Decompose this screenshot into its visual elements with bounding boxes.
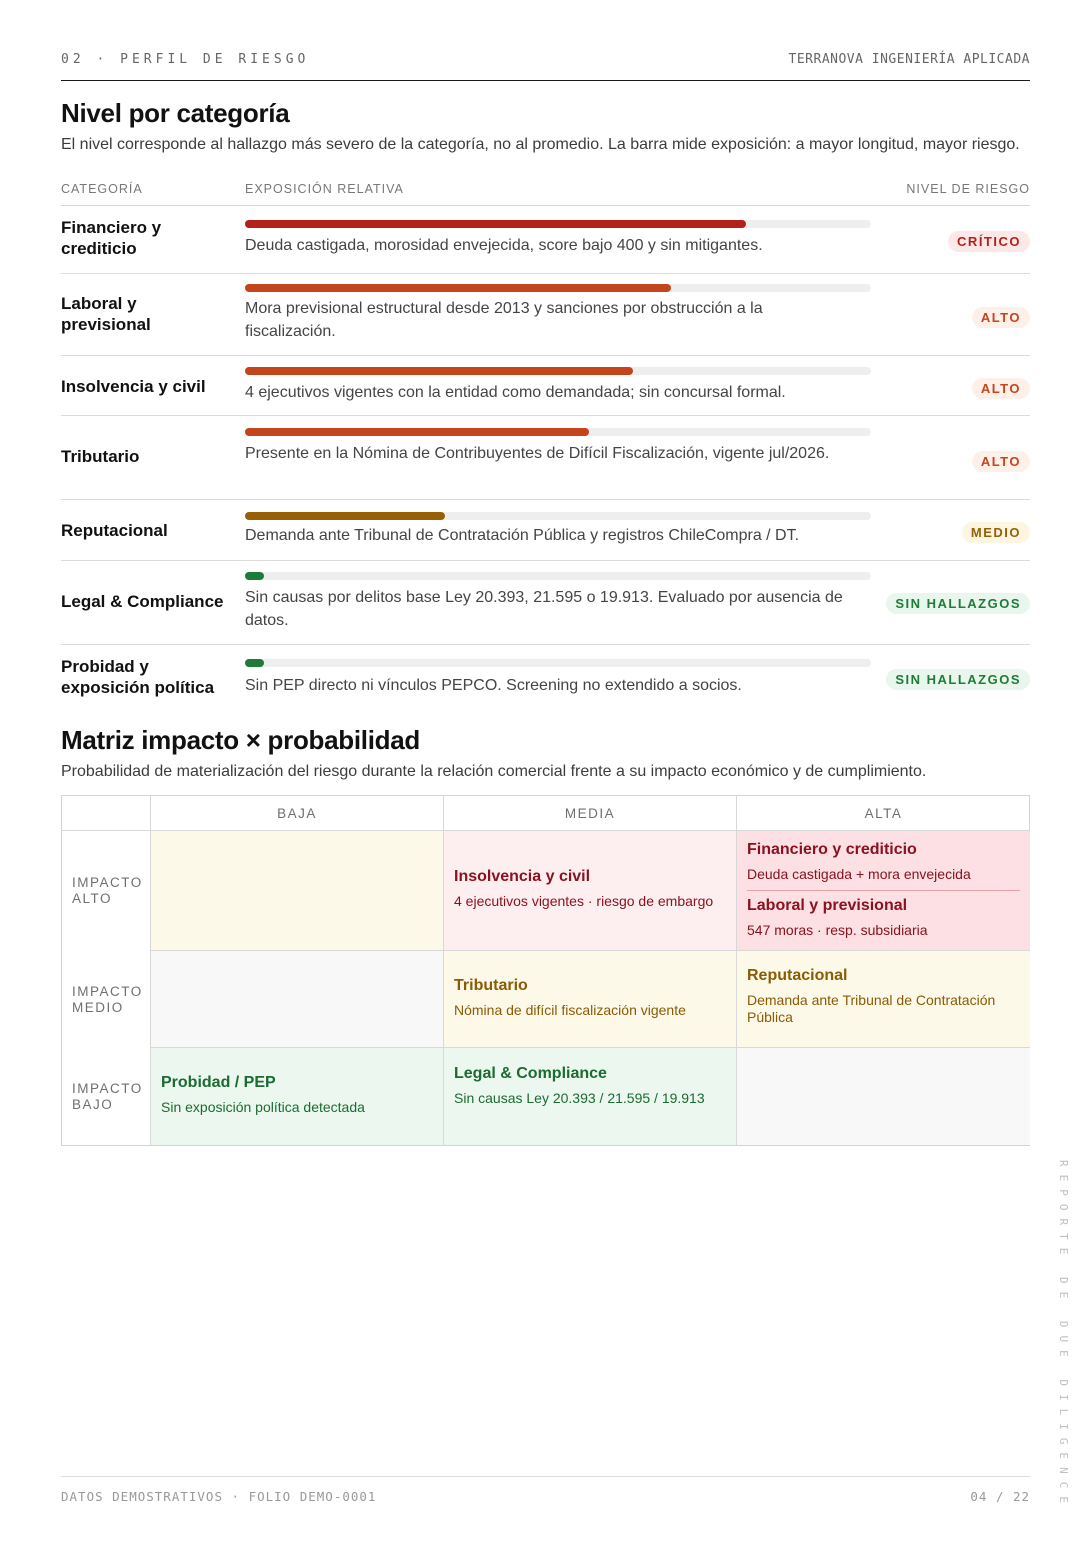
matrix-entry-title: Legal & Compliance [454, 1065, 607, 1082]
page-footer [61, 1476, 1030, 1504]
matrix-entry-detail: Nómina de difícil fiscalización vigente [454, 1002, 686, 1018]
matrix-cell-medio-baja [151, 951, 444, 1048]
exposure-bar [245, 220, 871, 228]
matrix-entry [747, 896, 1020, 939]
category-name: Laboral y previsional [61, 294, 151, 334]
category-row [61, 644, 1030, 706]
matrix-cell-medio-media [444, 951, 737, 1048]
matrix-entry-detail: Sin exposición política detectada [161, 1099, 365, 1115]
matrix-entry [747, 966, 1020, 1026]
matrix-corner [62, 796, 151, 831]
category-row [61, 355, 1030, 416]
risk-level-badge: MEDIO [962, 522, 1030, 543]
risk-level-badge: ALTO [972, 378, 1030, 399]
exposure-bar-fill [245, 428, 589, 436]
matrix-entry [454, 867, 726, 910]
matrix-entry-divider [747, 890, 1020, 891]
matrix-cell-bajo-baja [151, 1048, 444, 1145]
exposure-bar [245, 367, 871, 375]
category-row [61, 415, 1030, 500]
risk-level-badge: SIN HALLAZGOS [886, 669, 1030, 690]
category-row [61, 560, 1030, 645]
exposure-bar [245, 659, 871, 667]
matrix-cell-bajo-alta [737, 1048, 1030, 1145]
page-header [61, 52, 1030, 81]
company-name: TERRANOVA INGENIERÍA APLICADA [788, 52, 1030, 67]
category-name: Reputacional [61, 521, 168, 540]
section-intro-matrix: Probabilidad de materialización del riesgo durante la relación comercial frente a su impacto económico y de cumplimiento. [61, 763, 927, 780]
matrix-row-labels [62, 831, 151, 1145]
category-description: Presente en la Nómina de Contribuyentes de Difícil Fiscalización, vigente jul/2026. [245, 445, 830, 462]
section-title-matrix: Matriz impacto × probabilidad [61, 725, 420, 755]
matrix-row-label: IMPACTO MEDIO [72, 984, 143, 1015]
matrix-entry-title: Tributario [454, 977, 528, 994]
category-description: Mora previsional estructural desde 2013 y sanciones por obstrucción a la fiscalización. [245, 300, 763, 340]
category-row [61, 273, 1030, 356]
matrix-row-label: IMPACTO BAJO [72, 1081, 143, 1112]
category-name: Legal & Compliance [61, 592, 224, 611]
matrix-entry-detail: Deuda castigada + mora envejecida [747, 866, 971, 882]
risk-level-badge: ALTO [972, 307, 1030, 328]
page-number: 04 / 22 [970, 1489, 1030, 1504]
matrix-cell-bajo-media [444, 1048, 737, 1145]
exposure-bar [245, 428, 871, 436]
matrix-entry-title: Reputacional [747, 967, 848, 984]
column-header-exposure: EXPOSICIÓN RELATIVA [245, 182, 404, 196]
risk-level-badge: SIN HALLAZGOS [886, 593, 1030, 614]
category-row [61, 499, 1030, 561]
exposure-bar-fill [245, 284, 671, 292]
matrix-cell-alto-media [444, 831, 737, 951]
impact-probability-matrix [61, 795, 1030, 1146]
matrix-entry-title: Financiero y crediticio [747, 841, 917, 858]
exposure-bar [245, 284, 871, 292]
category-description: 4 ejecutivos vigentes con la entidad como demandada; sin concursal formal. [245, 384, 786, 401]
matrix-entry [747, 840, 1020, 883]
matrix-entry [454, 976, 726, 1019]
matrix-column-header: MEDIA [444, 796, 737, 831]
section-title-categories: Nivel por categoría [61, 98, 290, 128]
column-header-category: CATEGORÍA [61, 182, 143, 196]
exposure-bar-fill [245, 572, 264, 580]
matrix-column-header: ALTA [737, 796, 1030, 831]
risk-level-badge: ALTO [972, 451, 1030, 472]
column-header-level: NIVEL DE RIESGO [906, 182, 1030, 196]
category-name: Insolvencia y civil [61, 377, 206, 396]
footer-folio: DATOS DEMOSTRATIVOS · FOLIO DEMO-0001 [61, 1489, 377, 1504]
exposure-bar-fill [245, 512, 445, 520]
category-description: Demanda ante Tribunal de Contratación Pública y registros ChileCompra / DT. [245, 527, 800, 544]
category-description: Sin PEP directo ni vínculos PEPCO. Screening no extendido a socios. [245, 677, 742, 694]
matrix-entry-detail: Sin causas Ley 20.393 / 21.595 / 19.913 [454, 1090, 705, 1106]
side-report-label: REPORTE DE DUE DILIGENCE [1057, 1160, 1070, 1511]
matrix-entry-title: Laboral y previsional [747, 897, 908, 914]
matrix-entry-detail: 547 moras · resp. subsidiaria [747, 922, 928, 938]
matrix-cell-alto-baja [151, 831, 444, 951]
matrix-entry [161, 1073, 433, 1116]
risk-level-badge: CRÍTICO [948, 231, 1030, 252]
category-description: Deuda castigada, morosidad envejecida, score bajo 400 y sin mitigantes. [245, 237, 763, 254]
matrix-entry-detail: 4 ejecutivos vigentes · riesgo de embargo [454, 893, 714, 909]
matrix-cell-medio-alta [737, 951, 1030, 1048]
category-name: Financiero y crediticio [61, 218, 162, 258]
matrix-entry-detail: Demanda ante Tribunal de Contratación Pública [747, 992, 996, 1025]
matrix-entry-title: Insolvencia y civil [454, 868, 591, 885]
matrix-entry [454, 1064, 726, 1107]
category-description: Sin causas por delitos base Ley 20.393, 21.595 o 19.913. Evaluado por ausencia de datos. [245, 589, 843, 629]
matrix-cell-alto-alta [737, 831, 1030, 951]
section-intro-categories: El nivel corresponde al hallazgo más severo de la categoría, no al promedio. La barra mide exposición: a mayor longitud, mayor riesgo. [61, 136, 1020, 153]
exposure-bar-fill [245, 367, 633, 375]
category-row [61, 206, 1030, 274]
section-label: 02 · PERFIL DE RIESGO [61, 52, 310, 67]
exposure-bar [245, 512, 871, 520]
matrix-row-label: IMPACTO ALTO [72, 875, 143, 906]
exposure-bar-fill [245, 659, 264, 667]
exposure-bar-fill [245, 220, 746, 228]
matrix-entry-title: Probidad / PEP [161, 1074, 276, 1091]
matrix-column-header: BAJA [151, 796, 444, 831]
exposure-bar [245, 572, 871, 580]
category-name: Probidad y exposición política [61, 657, 215, 697]
category-name: Tributario [61, 447, 140, 466]
